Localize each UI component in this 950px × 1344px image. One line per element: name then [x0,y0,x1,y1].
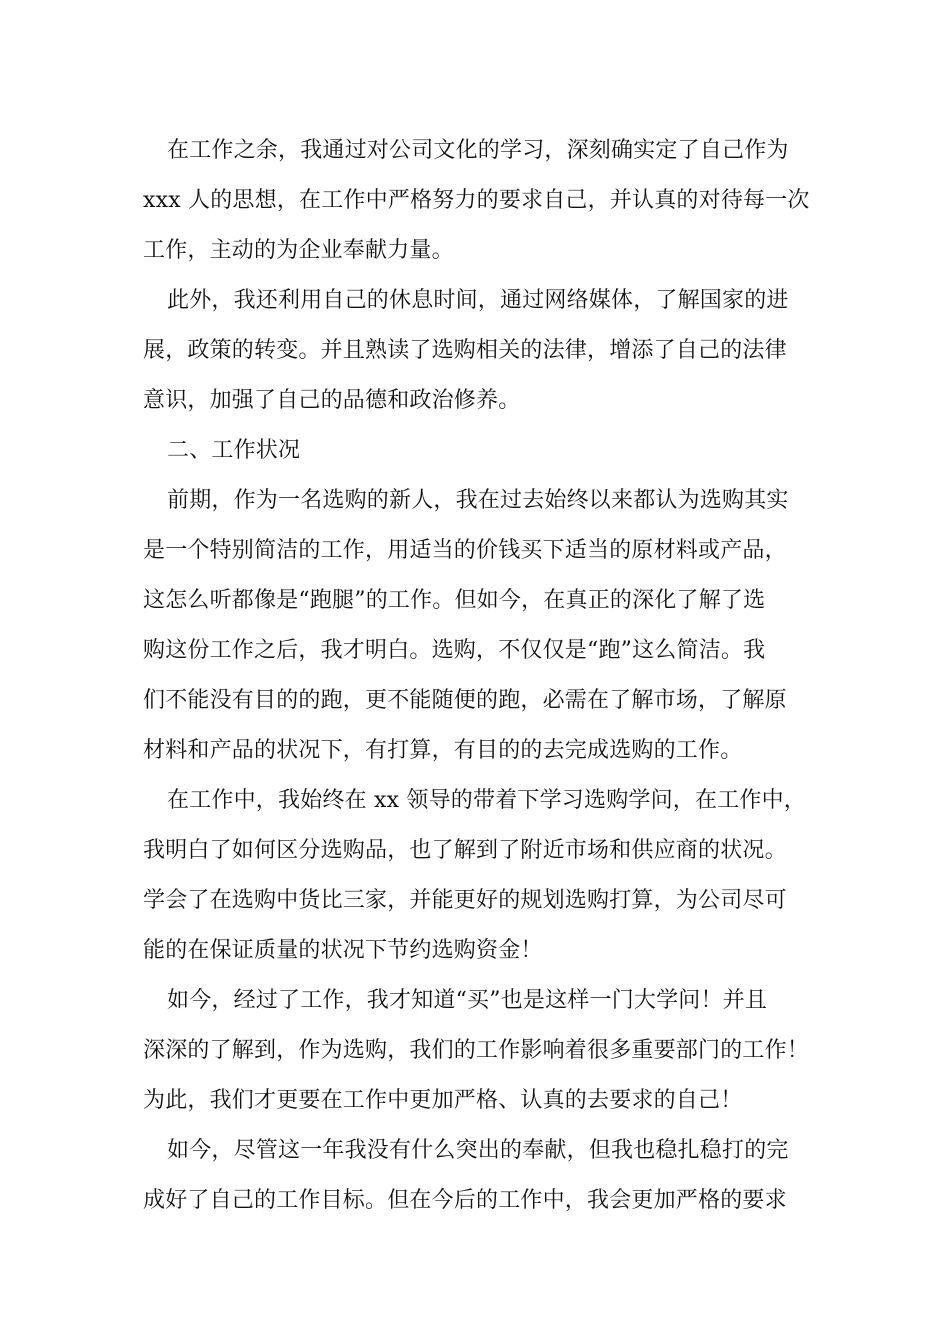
paragraph-4-line-1: 在工作中，我始终在 xx 领导的带着下学习选购学问，在工作中， [167,788,807,813]
paragraph-3-line-3: 这怎么听都像是“跑腿”的工作。但如今，在真正的深化了解了选 [143,588,766,613]
paragraph-5-line-3: 为此，我们才更要在工作中更加严格、认真的去要求的自己！ [143,1088,743,1113]
paragraph-2-line-3: 意识，加强了自己的品德和政治修养。 [143,388,521,413]
paragraph-4-line-3: 学会了在选购中货比三家，并能更好的规划选购打算，为公司尽可 [143,888,787,913]
paragraph-5-line-2: 深深的了解到，作为选购，我们的工作影响着很多重要部门的工作！ [143,1038,810,1063]
paragraph-3-line-2: 是一个特别简洁的工作，用适当的价钱买下适当的原材料或产品， [143,538,787,563]
section-heading: 二、工作状况 [167,438,301,463]
paragraph-3-line-4: 购这份工作之后，我才明白。选购，不仅仅是“跑”这么简洁。我 [143,638,766,663]
paragraph-3-line-1: 前期，作为一名选购的新人，我在过去始终以来都认为选购其实 [167,488,789,513]
paragraph-1-line-2: xxx 人的思想，在工作中严格努力的要求自己，并认真的对待每一次 [143,188,810,213]
paragraph-2-line-1: 此外，我还利用自己的休息时间，通过网络媒体，了解国家的进 [167,288,789,313]
paragraph-1-line-1: 在工作之余，我通过对公司文化的学习，深刻确实定了自己作为 [167,138,789,163]
paragraph-1-line-3: 工作，主动的为企业奉献力量。 [143,238,454,263]
paragraph-6-line-2: 成好了自己的工作目标。但在今后的工作中，我会更加严格的要求 [143,1188,787,1213]
paragraph-5-line-1: 如今，经过了工作，我才知道“买”也是这样一门大学问！并且 [167,988,768,1013]
paragraph-4-line-2: 我明白了如何区分选购品，也了解到了附近市场和供应商的状况。 [143,838,787,863]
paragraph-3-line-5: 们不能没有目的的跑，更不能随便的跑，必需在了解市场，了解原 [143,688,787,713]
paragraph-6-line-1: 如今，尽管这一年我没有什么突出的奉献，但我也稳扎稳打的完 [167,1138,789,1163]
paragraph-2-line-2: 展，政策的转变。并且熟读了选购相关的法律，增添了自己的法律 [143,338,787,363]
paragraph-4-line-4: 能的在保证质量的状况下节约选购资金！ [143,938,543,963]
paragraph-3-line-6: 材料和产品的状况下，有打算，有目的的去完成选购的工作。 [143,738,743,763]
